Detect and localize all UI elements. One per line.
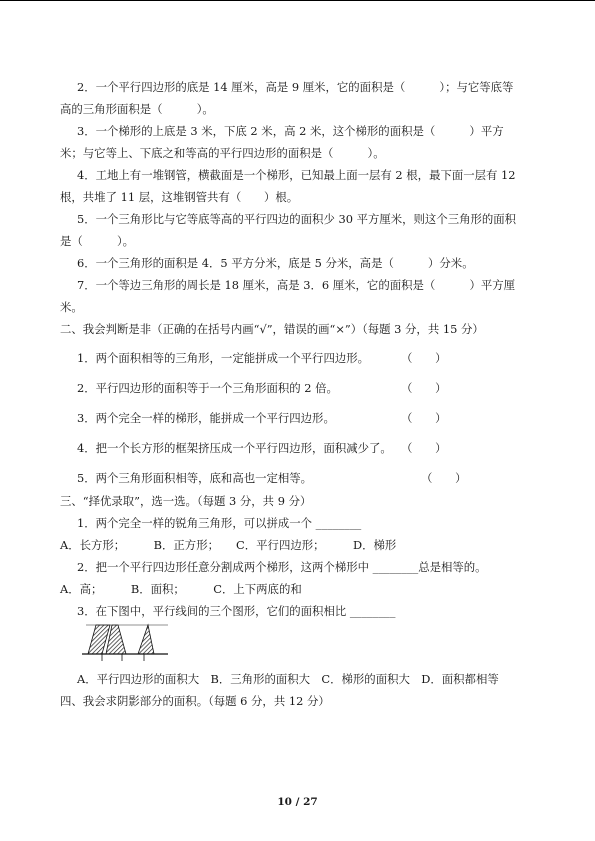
judge-answer-1[interactable]: （ ） xyxy=(401,351,447,365)
question-7-line-2: 米。 xyxy=(60,300,83,314)
judge-answer-2[interactable]: （ ） xyxy=(401,381,447,395)
judge-item-2: 2．平行四边形的面积等于一个三角形面积的 2 倍。 xyxy=(77,381,338,395)
judge-item-1: 1．两个面积相等的三角形，一定能拼成一个平行四边形。 xyxy=(77,351,370,365)
judge-item-5: 5．两个三角形面积相等，底和高也一定相等。 xyxy=(77,471,313,485)
choice-question-3: 3．在下图中，平行线间的三个图形，它们的面积相比 ________ xyxy=(77,604,396,618)
question-4-line-2: 根，共堆了 11 层，这堆钢管共有（ ）根。 xyxy=(60,190,299,204)
judge-answer-4[interactable]: （ ） xyxy=(401,441,447,455)
section-4-heading: 四、我会求阴影部分的面积。（每题 6 分，共 12 分） xyxy=(60,694,330,708)
choice-question-1-options: A．长方形； B．正方形； C．平行四边形； D．梯形 xyxy=(60,538,397,552)
judge-answer-3[interactable]: （ ） xyxy=(401,411,447,425)
judge-item-4: 4．把一个长方形的框架挤压成一个平行四边形，面积减少了。 xyxy=(77,441,392,455)
question-5-line-2: 是（ ）。 xyxy=(60,234,135,248)
page-top-rule xyxy=(0,0,595,1)
question-3-line-1: 3．一个梯形的上底是 3 米，下底 2 米，高 2 米，这个梯形的面积是（ ）平方 xyxy=(77,124,504,138)
question-2-line-2: 高的三角形面积是（ ）。 xyxy=(60,102,214,116)
choice-question-2: 2．把一个平行四边形任意分割成两个梯形，这两个梯形中 ________总是相等的。 xyxy=(77,560,487,574)
question-2-line-1: 2．一个平行四边形的底是 14 厘米，高是 9 厘米，它的面积是（ ）；与它等底等 xyxy=(77,80,514,94)
question-5-line-1: 5．一个三角形比与它等底等高的平行四边的面积少 30 平方厘米，则这个三角形的面积 xyxy=(77,212,517,226)
choice-question-2-options: A．高； B．面积； C．上下两底的和 xyxy=(60,582,302,596)
page-number: 10 / 27 xyxy=(277,796,318,808)
triangle-shape xyxy=(138,625,154,654)
judge-answer-5[interactable]: （ ） xyxy=(421,471,467,485)
parallel-lines-figure xyxy=(82,621,172,661)
choice-question-1: 1．两个完全一样的锐角三角形，可以拼成一个 ________ xyxy=(77,516,362,530)
section-2-heading: 二、我会判断是非（正确的在括号内画“√”，错误的画“×”）（每题 3 分，共 15 分） xyxy=(60,322,484,336)
judge-item-3: 3．两个完全一样的梯形，能拼成一个平行四边形。 xyxy=(77,411,335,425)
choice-question-3-options: A．平行四边形的面积大 B．三角形的面积大 C．梯形的面积大 D．面积都相等 xyxy=(77,672,499,686)
question-3-line-2: 米；与它等上、下底之和等高的平行四边形的面积是（ ）。 xyxy=(60,146,385,160)
section-3-heading: 三、“择优录取”，选一选。（每题 3 分，共 9 分） xyxy=(60,494,312,508)
question-7-line-1: 7．一个等边三角形的周长是 18 厘米，高是 3．6 厘米，它的面积是（ ）平方厘 xyxy=(77,278,516,292)
question-4-line-1: 4．工地上有一堆钢管，横截面是一个梯形，已知最上面一层有 2 根，最下面一层有 12 xyxy=(77,168,516,182)
question-6: 6．一个三角形的面积是 4．5 平方分米，底是 5 分米，高是（ ）分米。 xyxy=(77,256,474,270)
